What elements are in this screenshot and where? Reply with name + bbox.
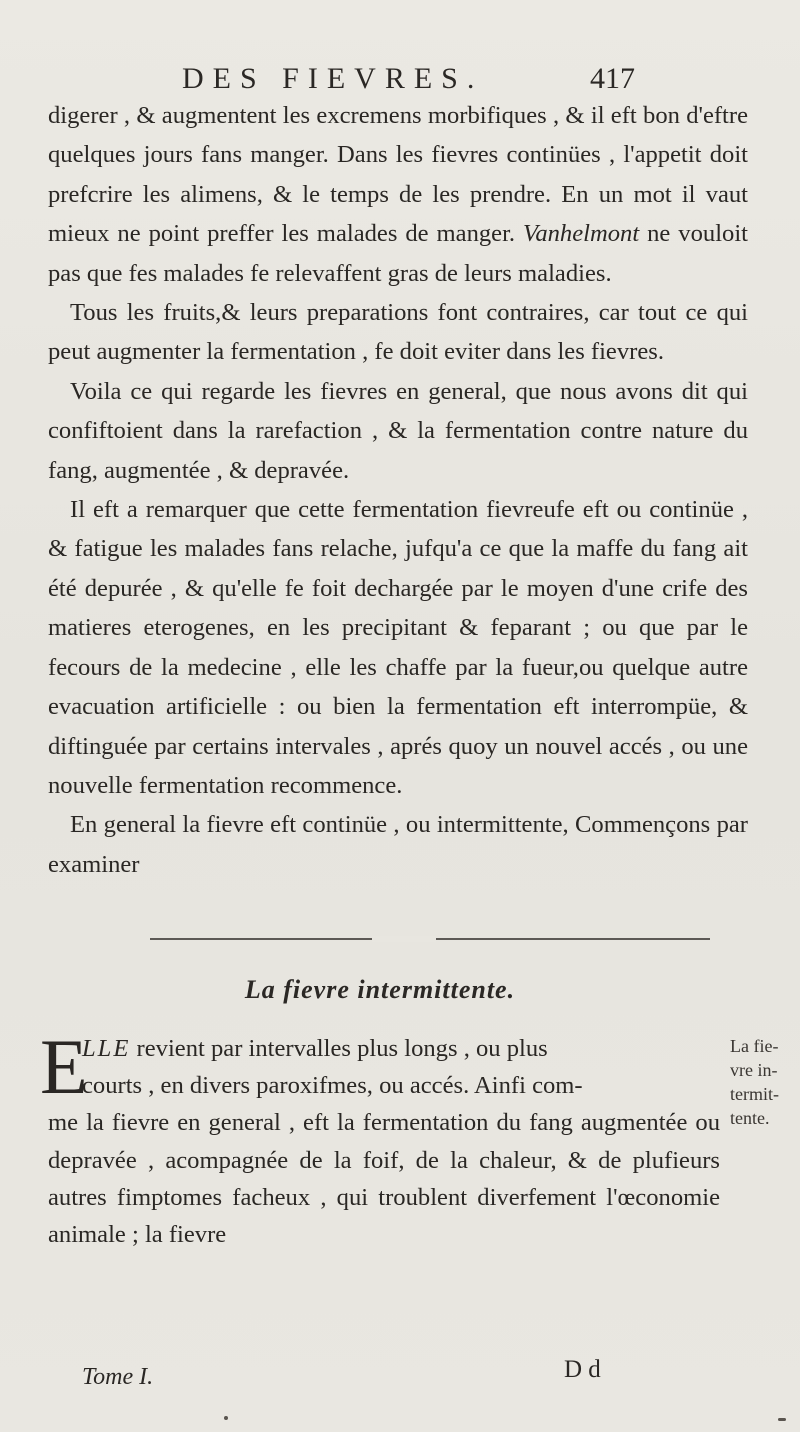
paragraph-4: Il eft a remarquer que cette fermentation fievreufe eft ou continüe , & fatigue les malades fans relache, jufqu'a ce que la maffe du fang ait été depurée , & qu'elle fe foit dechargée par le moyen d'une crife des matieres eterogenes, en les precipitant & feparant ; ou que par le fecours de la medecine , elle les chaffe par la fueur,ou quelque autre evacuation artificielle : ou bien la fermentation eft interrompüe, & diftinguée par certains intervales , aprés quoy un nouvel accés , ou une nouvelle fermentation recommence.: [48, 496, 748, 799]
page-footer: [70, 1356, 670, 1400]
drop-cap: E: [40, 1023, 88, 1110]
paragraph-2: Tous les fruits,& leurs preparations font contraires, car tout ce qui peut augmenter la fermentation , fe doit eviter dans les fievres.: [48, 299, 748, 366]
paragraph-1-text: digerer , & augmentent les excremens morbifiques , & il eft bon d'eftre quelques jours fans manger. Dans les fievres continües , l'appetit doit prefcrire les alimens, & le temps de les prendre. En un mot il vaut mieux ne point preffer les malades de manger.: [48, 102, 748, 248]
ink-speck: [778, 1418, 786, 1421]
paragraph-5: En general la fievre eft continüe , ou intermittente, Commençons par examiner: [48, 811, 748, 878]
section-first-word: LLE: [82, 1035, 131, 1062]
ink-speck: [224, 1416, 228, 1420]
volume-label: Tome I.: [82, 1364, 154, 1390]
paragraph-1: [48, 96, 748, 293]
section-line-2: courts , en divers paroxifmes, ou accés. Ainfi com-: [82, 1072, 583, 1100]
author-sentence-tail: ne vouloit pas que fes malades fe relevaffent gras de leurs maladies.: [48, 220, 748, 287]
author-name: Vanhelmont: [523, 220, 640, 248]
running-head: DES FIEVRES.: [182, 62, 484, 95]
paragraph-3: Voila ce qui regarde les fievres en general, que nous avons dit qui confiftoient dans la rarefaction , & la fermentation contre nature du fang, augmentée , & depravée.: [48, 377, 748, 484]
section-title-text: La fievre intermittente.: [244, 975, 516, 1004]
margin-note: La fie-vre in-termit-tente.: [730, 1036, 779, 1128]
section-text-rest: me la fievre en general , eft la fermentation du fang augmentée ou depravée , acompagnée de la foif, de la chaleur, & de plufieurs autres fimptomes facheux , qui troublent diverfement l'œconomie animale ; la fievre: [48, 1109, 720, 1249]
page-number: 417: [590, 62, 635, 95]
main-text: [48, 96, 748, 884]
section-text: [48, 1030, 720, 1253]
section-title: [0, 975, 800, 1005]
signature-mark: D d: [564, 1356, 601, 1383]
section-line-1-text: revient par intervalles plus longs , ou plus: [136, 1035, 548, 1062]
rule-gap: [372, 936, 436, 942]
section-line-1: [48, 1030, 720, 1067]
